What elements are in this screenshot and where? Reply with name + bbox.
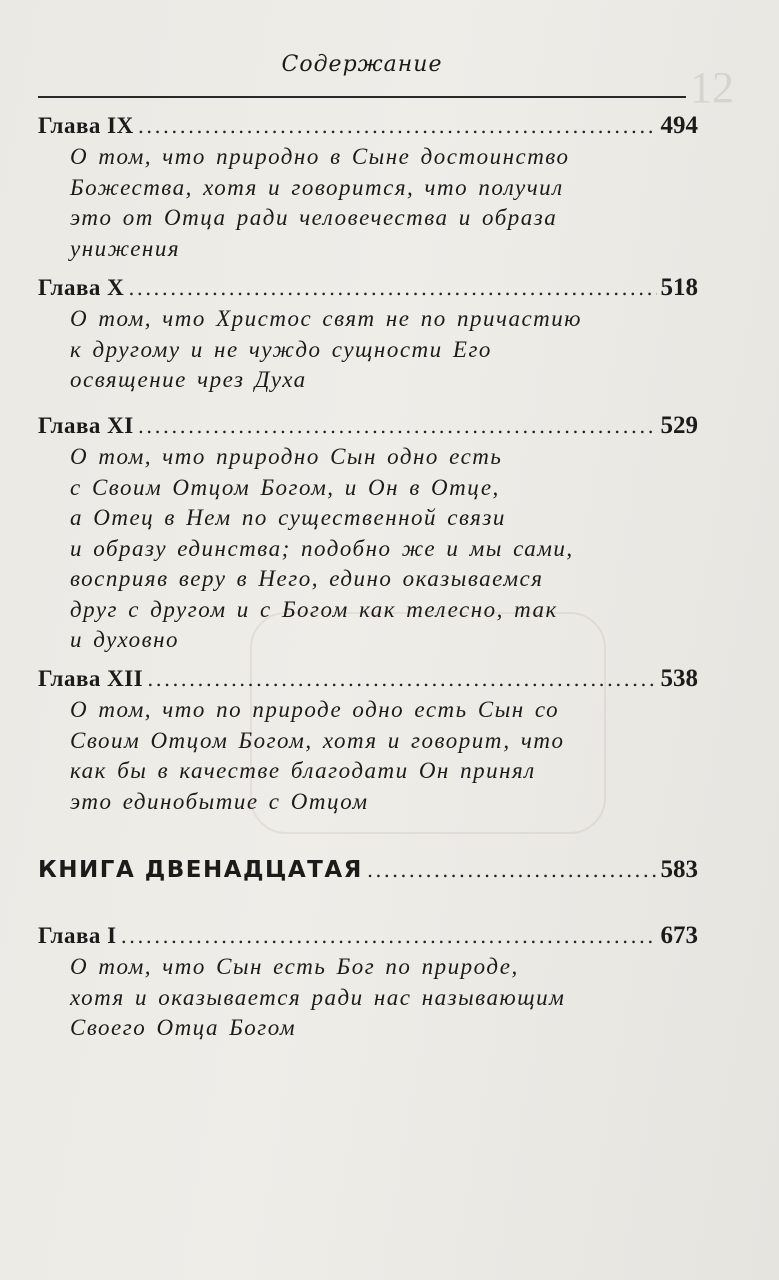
toc-entry-ch12 — [38, 665, 698, 817]
dot-leader — [138, 414, 657, 438]
chapter-description: О том, что Христос свят не по причастию к другому и не чуждо сущности Его освящение чрез Духа — [70, 306, 582, 392]
chapter-title: Глава IX — [38, 113, 134, 138]
dot-leader — [367, 858, 657, 882]
dot-leader — [147, 667, 656, 691]
page-number: 583 — [660, 856, 698, 883]
toc-entry-ch10 — [38, 274, 698, 396]
chapter-title: Глава I — [38, 923, 117, 948]
chapter-description: О том, что природно Сын одно есть с Своим Отцом Богом, и Он в Отце, а Отец в Нем по существенной связи и образу единства; подобно же и мы сами, восприяв веру в Него, едино оказываемся друг с другом и с Богом как телесно, так и духовно — [70, 444, 574, 652]
chapter-title: Глава X — [38, 275, 125, 300]
toc-entry-ch11 — [38, 412, 698, 656]
book-title: КНИГА ДВЕНАДЦАТАЯ — [38, 857, 363, 883]
chapter-description: О том, что природно в Сыне достоинство Божества, хотя и говорится, что получил это от Отца ради человечества и образа унижения — [70, 144, 570, 261]
page-number: 518 — [660, 274, 698, 301]
page-number: 529 — [660, 412, 698, 439]
page-number: 494 — [660, 112, 698, 139]
dot-leader — [138, 114, 657, 138]
bleed-through-page-number: 12 — [690, 63, 734, 112]
running-header: Содержание — [281, 52, 443, 77]
toc-entry-book12-ch1 — [38, 922, 698, 1044]
chapter-description: О том, что Сын есть Бог по природе, хотя и оказывается ради нас называющим Своего Отца Богом — [70, 954, 566, 1040]
dot-leader — [128, 276, 656, 300]
page-number: 673 — [660, 922, 698, 949]
chapter-description: О том, что по природе одно есть Сын со Своим Отцом Богом, хотя и говорит, что как бы в качестве благодати Он принял это единобытие с Отцом — [70, 697, 565, 814]
dot-leader — [121, 924, 657, 948]
header-rule — [38, 96, 686, 98]
chapter-title: Глава XII — [38, 666, 144, 691]
toc-entry-ch9 — [38, 112, 698, 264]
toc-entry-book12 — [38, 856, 698, 884]
page-number: 538 — [660, 665, 698, 692]
chapter-title: Глава XI — [38, 413, 134, 438]
